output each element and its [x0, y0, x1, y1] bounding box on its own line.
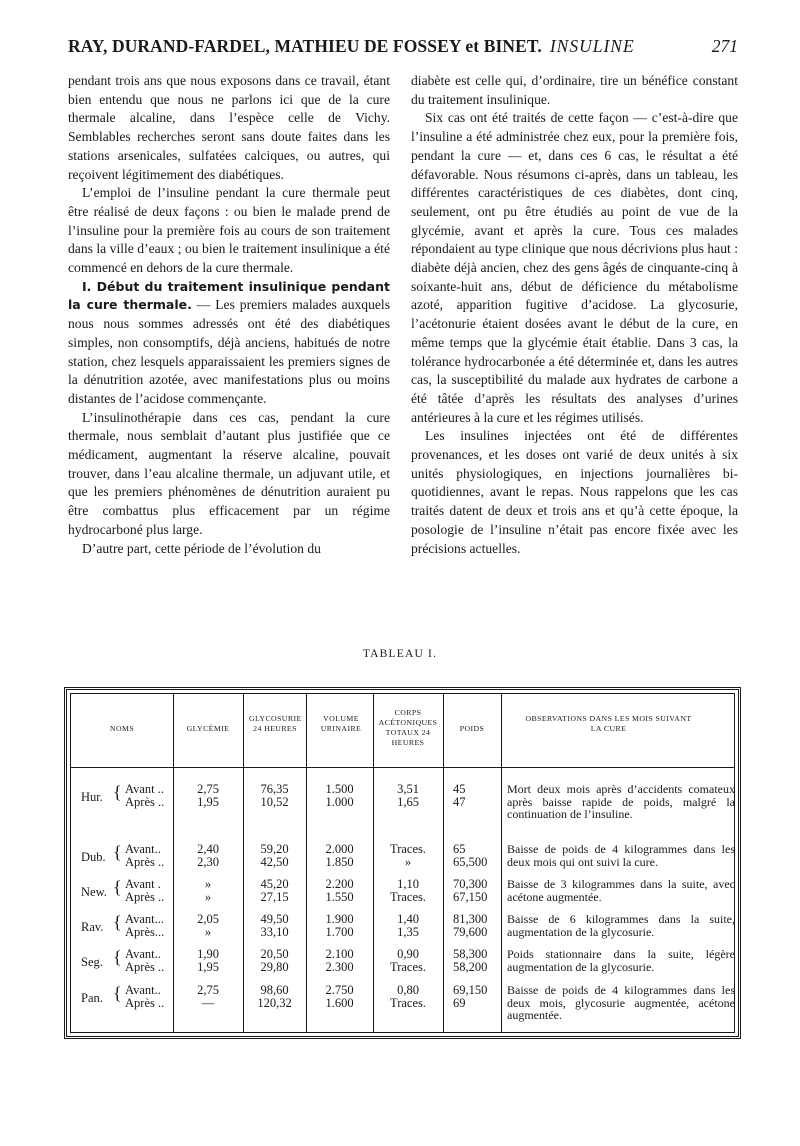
paragraph: L’insulinothérapie dans ces cas, pendant la cure thermale, nous semblait d’autant plus justifiée que ce médicament, augmentant la réserve alcaline, pouvait trouver, dans l’eau alcaline thermale, un adjuvant utile, et que les premiers phénomènes de dénutrition auraient pu être combattus plus efficacement par un régime hydrocarboné plus large. [68, 409, 390, 537]
apres-label: Après .. [125, 960, 165, 974]
paragraph: pendant trois ans que nous exposons dans ce travail, étant bien entendu que nous ne parlons ici que de la cure thermale alcaline, dans l’espèce celle de Vichy. Semblables recherches seront sans doute faites dans les stations arsenicales, sulfatées calciques, ou autres, qui reçoivent légitimement des diabétiques. [68, 73, 390, 182]
row-observation: Poids stationnaire dans la suite, légère augmentation de la glycosurie. [507, 947, 735, 974]
row-name: New. [81, 885, 107, 899]
row-observation: Baisse de poids de 4 kilogrammes dans les deux mois qui ont suivi la cure. [507, 842, 735, 869]
row-observation: Baisse de 6 kilogrammes dans la suite, augmentation de la glycosurie. [507, 912, 735, 939]
apres-label: Après .. [125, 855, 165, 869]
header-observations: OBSERVATIONS DANS LES MOIS SUIVANT LA CURE [525, 714, 692, 733]
table-grid: NOMS GLYCÉMIE GLYCOSURIE 24 HEURES VOLUME URINAIRE CORPS ACÉTONIQUES TOTAUX 24 HEURES POIDS OBSERVATIONS DANS LES MOIS SUIVANT LA CURE Hur. { Avant .. Après .. 2,75 1,95 76,35 10,52 1.500 1.000 3,51 1,65 45 47 Mort deux mois après d’accidents comateux après baisse rapide de poids, malgré la continuation de l’insuline. Dub. { Avant.. Après .. 2,40 2,30 59,20 42,50 2.000 1.850 Traces. » 65 65,500 Baisse de poids de 4 kilogrammes dans les deux mois qui ont suivi la cure. New. { Avant . Après .. » » 45,20 27,15 2.200 1.550 1,10 Traces. 70,300 67,150 Baisse de 3 kilogrammes dans la suite, avec acétone augmentée. Rav. { Avant... Après... 2,05 » 49,50 33,10 1.900 1.700 1,40 1,35 81,300 79,600 Baisse de 6 kilogrammes dans la suite, augmentation de la glycosurie. Seg. { Avant.. Après .. 1,90 1,95 20,50 29,80 2.100 2.300 0,90 Traces. 58,300 58,200 Poids stationnaire dans la suite, légère augmentation de la glycosurie. Pan. { Avant.. Après .. 2,75 — 98,60 120,32 2.750 1.600 0,80 Traces. 69,150 69 Baisse de poids de 4 kilogrammes dans les deux mois, glycosurie augmentée, acétone augmentée. [70, 693, 735, 1033]
header-volume: VOLUME URINAIRE [320, 714, 362, 733]
row-name: Rav. [81, 920, 104, 934]
paragraph: diabète est celle qui, d’ordinaire, tire un bénéfice constant du traitement insulinique. [411, 73, 738, 107]
page-number: 271 [711, 36, 738, 56]
header-glycemie: GLYCÉMIE [186, 724, 230, 733]
data-table [64, 687, 741, 1039]
row-name: Seg. [81, 955, 103, 969]
header-journal: INSULINE [549, 36, 635, 56]
table-title: TABLEAU I. [362, 648, 438, 660]
avant-label: Avant . [125, 877, 161, 891]
row-observation: Baisse de 3 kilogrammes dans la suite, avec acétone augmentée. [507, 877, 735, 904]
header-corps: CORPS ACÉTONIQUES TOTAUX 24 HEURES [378, 708, 438, 747]
section-heading: I. Début du traitement insulinique pendant la cure thermale. [68, 278, 390, 313]
row-observation: Baisse de poids de 4 kilogrammes dans les deux mois, glycosurie augmentée, acétone augmentée. [507, 983, 735, 1022]
header-glycosurie: GLYCOSURIE 24 HEURES [249, 714, 302, 733]
apres-label: Après .. [125, 890, 165, 904]
avant-label: Avant... [125, 912, 164, 926]
avant-label: Avant.. [125, 842, 161, 856]
header-poids: POIDS [459, 724, 485, 733]
apres-label: Après .. [125, 795, 165, 809]
row-name: Pan. [81, 991, 103, 1005]
right-column [411, 72, 738, 558]
avant-label: Avant.. [125, 983, 161, 997]
paragraph: Les insulines injectées ont été de différentes provenances, et les doses ont varié de deux unités à six unités physiologiques, en injections journalières bi-quotidiennes, avant le repas. Nous rappelons que les cas traités datent de deux et trois ans et qu’à cette époque, la posologie de l’insuline n’était pas encore fixée avec les précisions actuelles. [411, 428, 738, 556]
paragraph: L’emploi de l’insuline pendant la cure thermale peut être réalisé de deux façons : ou bien le malade prend de l’insuline pour la première fois au cours de son traitement dans la ville d’eaux ; ou bien le traitement insulinique a été commencé en dehors de la cure thermale. [68, 185, 390, 276]
avant-label: Avant .. [125, 782, 164, 796]
paragraph: I. Début du traitement insulinique pendant la cure thermale. — Les premiers malades auxquels nous nous sommes adressés ont été des diabétiques simples, non consomptifs, déjà anciens, habitués de notre station, chez lesquels apparaissaient les premiers signes de la dénutrition azotée, avec manifestations plus ou moins distantes de l’acidose commençante. [68, 278, 390, 406]
apres-label: Après... [125, 925, 165, 939]
row-observation: Mort deux mois après d’accidents comateux après baisse rapide de poids, malgré la continuation de l’insuline. [507, 782, 735, 821]
row-name: Hur. [81, 790, 103, 804]
running-header [68, 36, 738, 60]
row-name: Dub. [81, 850, 106, 864]
avant-label: Avant.. [125, 947, 161, 961]
apres-label: Après .. [125, 996, 165, 1010]
paragraph: D’autre part, cette période de l’évolution du [82, 540, 321, 556]
header-noms: NOMS [109, 724, 135, 733]
left-column [68, 72, 390, 558]
paragraph: Six cas ont été traités de cette façon — c’est-à-dire que l’insuline a été administrée chez eux, pour la première fois, pendant la cure — et, dans ces 6 cas, le résultat a été défavorable. Nous résumons ci-après, dans un tableau, les différentes caractéristiques de ces diabètes, dont cinq, seulement, ont pu être étudiés au point de vue de la glycémie, avant et après la cure. Tous ces malades répondaient au type clinique que nous décrivions plus haut : diabète déjà ancien, chez des gens âgés de cinquante-cinq à soixante-huit ans, début de déficience du métabolisme azoté, apparition fugitive d’acidose. La glycosurie, l’acétonurie étaient dosées avant le début de la cure, en même temps que la glycémie était établie. Dans 3 cas, la tolérance hydrocarbonée a été déterminée et, dans les autres cas, la susceptibilité du malade aux hydrates de carbone a été tâtée d’après les résultats des analyses d’urines antérieures à la cure et les régimes utilisés. [411, 110, 738, 425]
header-authors: RAY, DURAND-FARDEL, MATHIEU DE FOSSEY et BINET. [68, 36, 542, 56]
